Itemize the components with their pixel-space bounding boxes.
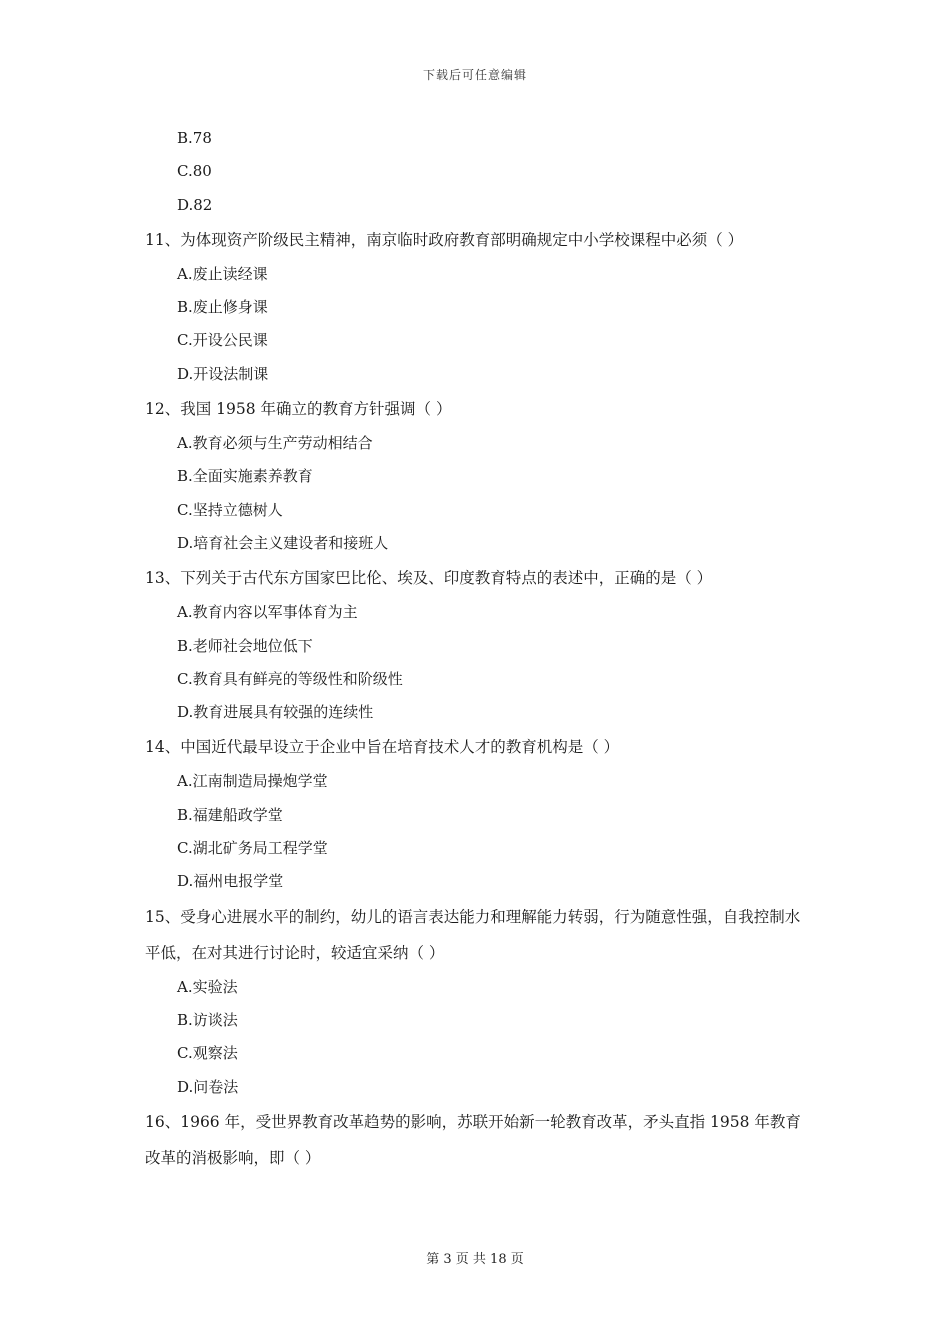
option-c: C.坚持立德树人 <box>177 500 283 519</box>
option-d: D.福州电报学堂 <box>177 872 284 891</box>
option-a: A.教育必须与生产劳动相结合 <box>177 434 373 453</box>
question-15 <box>145 899 810 1104</box>
page-footer: 第 3 页 共 18 页 <box>426 1252 524 1267</box>
option-a: A.实验法 <box>177 977 238 996</box>
question-11 <box>145 222 810 391</box>
option-d: D.开设法制课 <box>177 364 269 383</box>
option-a: A.江南制造局操炮学堂 <box>177 772 328 791</box>
question-stem: 15、受身心进展水平的制约，幼儿的语言表达能力和理解能力转弱，行为随意性强，自我控制水平低，在对其进行讨论时，较适宜采纳（ ） <box>145 907 801 962</box>
option-b: B.福建船政学堂 <box>177 805 283 824</box>
option-d: D.教育进展具有较强的连续性 <box>177 703 374 722</box>
option-b: B.老师社会地位低下 <box>177 636 313 655</box>
question-14 <box>145 729 810 898</box>
option-b-q10: B.78 <box>177 129 212 147</box>
question-13 <box>145 560 810 729</box>
option-b: B.废止修身课 <box>177 298 268 317</box>
question-stem: 12、我国 1958 年确立的教育方针强调（ ） <box>145 400 452 419</box>
option-c: C.观察法 <box>177 1044 238 1063</box>
option-d-q10: D.82 <box>177 195 213 214</box>
page-content <box>145 122 810 1176</box>
option-c: C.湖北矿务局工程学堂 <box>177 839 328 858</box>
option-b: B.访谈法 <box>177 1010 238 1029</box>
option-c: C.开设公民课 <box>177 331 268 350</box>
option-c: C.教育具有鲜亮的等级性和阶级性 <box>177 669 403 688</box>
option-a: A.教育内容以军事体育为主 <box>177 603 358 622</box>
option-d: D.问卷法 <box>177 1077 239 1096</box>
question-stem: 16、1966 年，受世界教育改革趋势的影响，苏联开始新一轮教育改革，矛头直指 1958 年教育改革的消极影响，即（ ） <box>145 1112 801 1167</box>
question-stem: 11、为体现资产阶级民主精神，南京临时政府教育部明确规定中小学校课程中必须（ ） <box>145 230 744 249</box>
question-12 <box>145 391 810 560</box>
question-stem: 13、下列关于古代东方国家巴比伦、埃及、印度教育特点的表述中，正确的是（ ） <box>145 569 713 588</box>
question-16 <box>145 1104 810 1176</box>
option-a: A.废止读经课 <box>177 264 268 283</box>
option-b: B.全面实施素养教育 <box>177 467 313 486</box>
page-header: 下载后可任意编辑 <box>422 68 527 82</box>
question-stem: 14、中国近代最早设立于企业中旨在培育技术人才的教育机构是（ ） <box>145 738 620 757</box>
option-c-q10: C.80 <box>177 162 212 181</box>
option-d: D.培育社会主义建设者和接班人 <box>177 533 389 552</box>
